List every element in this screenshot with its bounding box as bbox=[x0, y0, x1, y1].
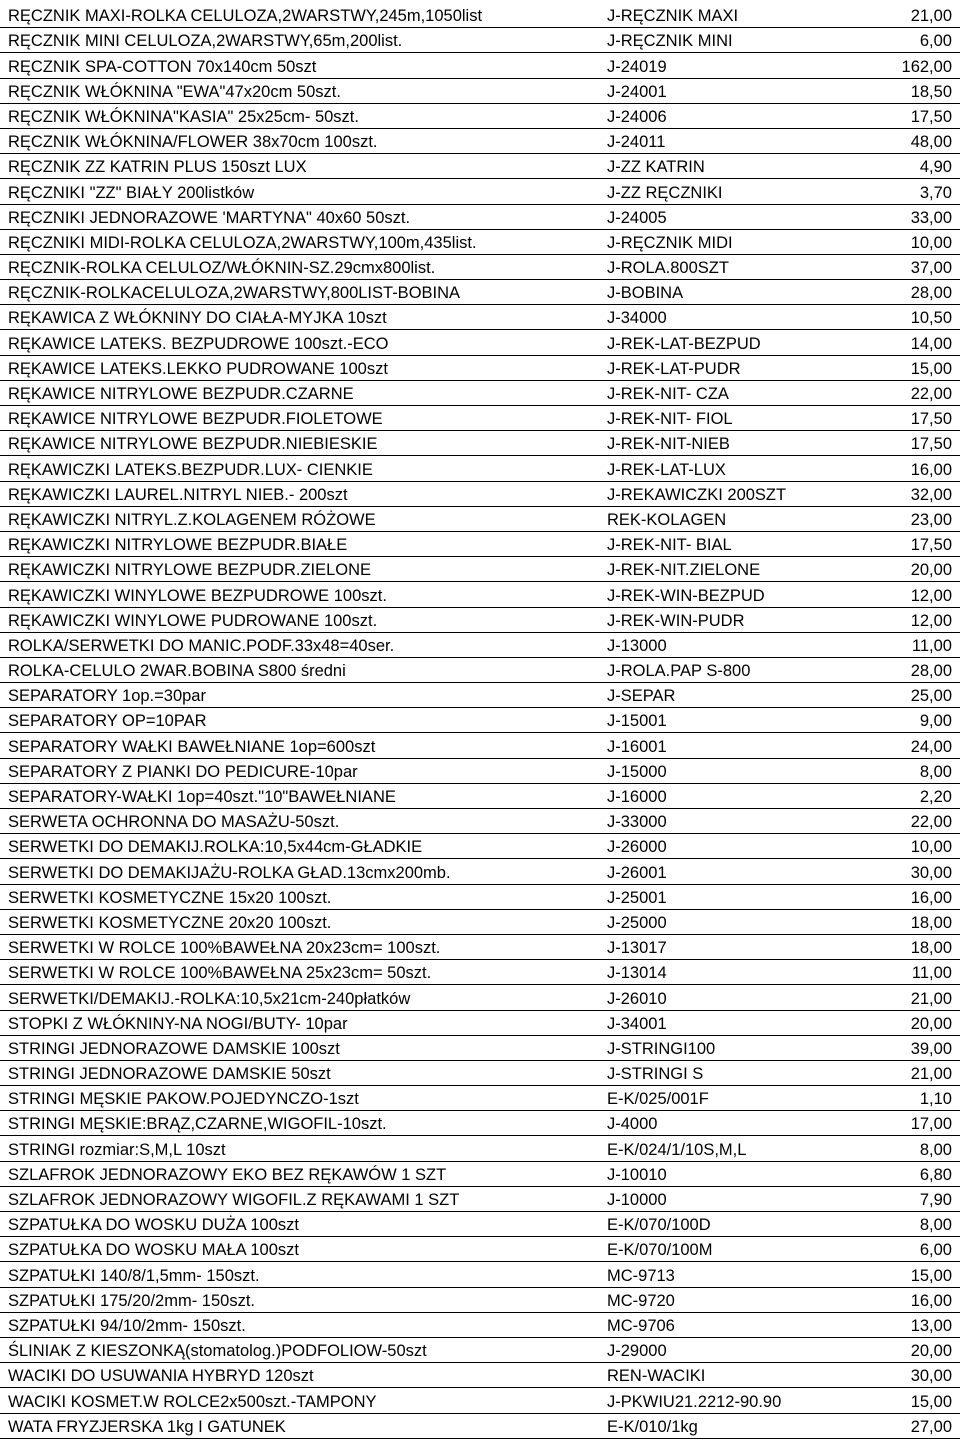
product-name-cell: STRINGI MĘSKIE:BRĄZ,CZARNE,WIGOFIL-10szt. bbox=[0, 1111, 598, 1136]
product-name-cell: RĘKAWICE NITRYLOWE BEZPUDR.CZARNE bbox=[0, 380, 598, 405]
table-row bbox=[0, 506, 960, 531]
product-price-cell: 2,20 bbox=[811, 783, 960, 808]
table-row bbox=[0, 355, 960, 380]
product-code-cell: J-REK-NIT-NIEB bbox=[598, 431, 811, 456]
product-code-cell: E-K/010/1kg bbox=[598, 1413, 811, 1438]
table-row bbox=[0, 1086, 960, 1111]
table-row bbox=[0, 204, 960, 229]
product-name-cell: SERWETKI DO DEMAKIJ.ROLKA:10,5x44cm-GŁADKIE bbox=[0, 834, 598, 859]
product-name-cell: RĘKAWICA Z WŁÓKNINY DO CIAŁA-MYJKA 10szt bbox=[0, 305, 598, 330]
product-price-cell: 18,00 bbox=[811, 909, 960, 934]
product-price-cell: 30,00 bbox=[811, 1363, 960, 1388]
product-code-cell: J-24005 bbox=[598, 204, 811, 229]
product-price-cell: 27,00 bbox=[811, 1413, 960, 1438]
product-name-cell: WACIKI KOSMET.W ROLCE2x500szt.-TAMPONY bbox=[0, 1388, 598, 1413]
product-name-cell: RĘKAWICE NITRYLOWE BEZPUDR.NIEBIESKIE bbox=[0, 431, 598, 456]
product-name-cell: SZLAFROK JEDNORAZOWY WIGOFIL.Z RĘKAWAMI 1 SZT bbox=[0, 1186, 598, 1211]
product-name-cell: SERWETKI KOSMETYCZNE 15x20 100szt. bbox=[0, 884, 598, 909]
table-row bbox=[0, 78, 960, 103]
product-price-cell: 24,00 bbox=[811, 733, 960, 758]
table-row bbox=[0, 960, 960, 985]
product-price-cell: 6,00 bbox=[811, 28, 960, 53]
product-name-cell: SEPARATORY 1op.=30par bbox=[0, 683, 598, 708]
product-code-cell: J-26000 bbox=[598, 834, 811, 859]
product-name-cell: SERWETKI/DEMAKIJ.-ROLKA:10,5x21cm-240płatków bbox=[0, 985, 598, 1010]
product-price-cell: 4,90 bbox=[811, 154, 960, 179]
product-price-cell: 11,00 bbox=[811, 960, 960, 985]
product-price-cell: 12,00 bbox=[811, 582, 960, 607]
table-row bbox=[0, 582, 960, 607]
product-name-cell: RĘCZNIK WŁÓKNINA/FLOWER 38x70cm 100szt. bbox=[0, 128, 598, 153]
product-code-cell: J-34000 bbox=[598, 305, 811, 330]
product-name-cell: RĘCZNIKI JEDNORAZOWE 'MARTYNA" 40x60 50szt. bbox=[0, 204, 598, 229]
table-row bbox=[0, 1161, 960, 1186]
product-code-cell: J-REK-LAT-BEZPUD bbox=[598, 330, 811, 355]
product-name-cell: ŚLINIAK Z KIESZONKĄ(stomatolog.)PODFOLIOW-50szt bbox=[0, 1337, 598, 1362]
product-code-cell: J-SEPAR bbox=[598, 683, 811, 708]
table-row bbox=[0, 607, 960, 632]
product-code-cell: J-ROLA.800SZT bbox=[598, 254, 811, 279]
product-code-cell: J-RĘCZNIK MINI bbox=[598, 28, 811, 53]
product-code-cell: J-10000 bbox=[598, 1186, 811, 1211]
table-row bbox=[0, 632, 960, 657]
table-row bbox=[0, 128, 960, 153]
table-row bbox=[0, 1287, 960, 1312]
table-row bbox=[0, 985, 960, 1010]
product-price-cell: 15,00 bbox=[811, 1262, 960, 1287]
product-code-cell: J-REK-LAT-LUX bbox=[598, 456, 811, 481]
product-name-cell: SZPATUŁKA DO WOSKU MAŁA 100szt bbox=[0, 1237, 598, 1262]
product-name-cell: SERWETKI W ROLCE 100%BAWEŁNA 20x23cm= 100szt. bbox=[0, 934, 598, 959]
table-row bbox=[0, 1312, 960, 1337]
product-code-cell: J-25000 bbox=[598, 909, 811, 934]
table-row bbox=[0, 884, 960, 909]
table-row bbox=[0, 53, 960, 78]
product-price-cell: 23,00 bbox=[811, 506, 960, 531]
product-code-cell: E-K/025/001F bbox=[598, 1086, 811, 1111]
table-row bbox=[0, 330, 960, 355]
product-code-cell: REK-KOLAGEN bbox=[598, 506, 811, 531]
product-name-cell: SERWETA OCHRONNA DO MASAŻU-50szt. bbox=[0, 809, 598, 834]
product-price-cell: 17,50 bbox=[811, 531, 960, 556]
product-code-cell: J-REK-NIT- BIAL bbox=[598, 531, 811, 556]
product-code-cell: J-24011 bbox=[598, 128, 811, 153]
product-code-cell: J-29000 bbox=[598, 1337, 811, 1362]
product-name-cell: SEPARATORY Z PIANKI DO PEDICURE-10par bbox=[0, 758, 598, 783]
product-code-cell: J-REK-WIN-PUDR bbox=[598, 607, 811, 632]
product-name-cell: WACIKI DO USUWANIA HYBRYD 120szt bbox=[0, 1363, 598, 1388]
product-code-cell: J-10010 bbox=[598, 1161, 811, 1186]
table-row bbox=[0, 406, 960, 431]
product-code-cell: J-24006 bbox=[598, 103, 811, 128]
product-price-cell: 20,00 bbox=[811, 1337, 960, 1362]
product-name-cell: RĘCZNIK WŁÓKNINA"KASIA" 25x25cm- 50szt. bbox=[0, 103, 598, 128]
table-row bbox=[0, 179, 960, 204]
table-row bbox=[0, 1060, 960, 1085]
product-code-cell: J-BOBINA bbox=[598, 280, 811, 305]
product-price-cell: 6,00 bbox=[811, 1237, 960, 1262]
product-price-cell: 8,00 bbox=[811, 758, 960, 783]
price-list-table bbox=[0, 3, 960, 1439]
table-row bbox=[0, 1337, 960, 1362]
product-code-cell: J-PKWIU21.2212-90.90 bbox=[598, 1388, 811, 1413]
product-price-cell: 15,00 bbox=[811, 1388, 960, 1413]
product-code-cell: J-26001 bbox=[598, 859, 811, 884]
product-price-cell: 8,00 bbox=[811, 1212, 960, 1237]
product-name-cell: SZPATUŁKI 94/10/2mm- 150szt. bbox=[0, 1312, 598, 1337]
table-row bbox=[0, 859, 960, 884]
table-row bbox=[0, 154, 960, 179]
product-price-cell: 17,50 bbox=[811, 103, 960, 128]
product-price-cell: 48,00 bbox=[811, 128, 960, 153]
product-name-cell: RĘKAWICE LATEKS. BEZPUDROWE 100szt.-ECO bbox=[0, 330, 598, 355]
product-code-cell: J-34001 bbox=[598, 1010, 811, 1035]
product-code-cell: J-16001 bbox=[598, 733, 811, 758]
product-name-cell: RĘCZNIKI MIDI-ROLKA CELULOZA,2WARSTWY,100m,435list. bbox=[0, 229, 598, 254]
product-name-cell: SZPATUŁKI 175/20/2mm- 150szt. bbox=[0, 1287, 598, 1312]
table-row bbox=[0, 909, 960, 934]
product-name-cell: RĘCZNIK MINI CELULOZA,2WARSTWY,65m,200list. bbox=[0, 28, 598, 53]
product-code-cell: J-REK-NIT- CZA bbox=[598, 380, 811, 405]
product-name-cell: RĘKAWICZKI LAUREL.NITRYL NIEB.- 200szt bbox=[0, 481, 598, 506]
table-row bbox=[0, 481, 960, 506]
product-price-cell: 33,00 bbox=[811, 204, 960, 229]
product-name-cell: STRINGI JEDNORAZOWE DAMSKIE 100szt bbox=[0, 1035, 598, 1060]
product-name-cell: WATA FRYZJERSKA 1kg I GATUNEK bbox=[0, 1413, 598, 1438]
product-name-cell: RĘCZNIKI "ZZ" BIAŁY 200listków bbox=[0, 179, 598, 204]
table-row bbox=[0, 3, 960, 28]
table-row bbox=[0, 280, 960, 305]
product-name-cell: RĘCZNIK-ROLKACELULOZA,2WARSTWY,800LIST-BOBINA bbox=[0, 280, 598, 305]
product-code-cell: J-13014 bbox=[598, 960, 811, 985]
table-row bbox=[0, 431, 960, 456]
product-price-cell: 10,50 bbox=[811, 305, 960, 330]
product-code-cell: J-REK-NIT.ZIELONE bbox=[598, 557, 811, 582]
product-name-cell: STOPKI Z WŁÓKNINY-NA NOGI/BUTY- 10par bbox=[0, 1010, 598, 1035]
product-price-cell: 18,50 bbox=[811, 78, 960, 103]
table-row bbox=[0, 1035, 960, 1060]
product-code-cell: E-K/070/100D bbox=[598, 1212, 811, 1237]
product-code-cell: J-26010 bbox=[598, 985, 811, 1010]
product-price-cell: 16,00 bbox=[811, 1287, 960, 1312]
product-name-cell: RĘKAWICZKI NITRYLOWE BEZPUDR.ZIELONE bbox=[0, 557, 598, 582]
product-price-cell: 18,00 bbox=[811, 934, 960, 959]
product-code-cell: J-STRINGI100 bbox=[598, 1035, 811, 1060]
product-price-cell: 3,70 bbox=[811, 179, 960, 204]
product-price-cell: 21,00 bbox=[811, 985, 960, 1010]
product-price-cell: 16,00 bbox=[811, 456, 960, 481]
product-code-cell: J-24001 bbox=[598, 78, 811, 103]
product-code-cell: MC-9720 bbox=[598, 1287, 811, 1312]
product-name-cell: SZPATUŁKA DO WOSKU DUŻA 100szt bbox=[0, 1212, 598, 1237]
product-price-cell: 30,00 bbox=[811, 859, 960, 884]
product-price-cell: 21,00 bbox=[811, 3, 960, 28]
table-row bbox=[0, 708, 960, 733]
table-row bbox=[0, 456, 960, 481]
product-price-cell: 20,00 bbox=[811, 1010, 960, 1035]
table-row bbox=[0, 834, 960, 859]
product-price-cell: 28,00 bbox=[811, 280, 960, 305]
product-name-cell: STRINGI JEDNORAZOWE DAMSKIE 50szt bbox=[0, 1060, 598, 1085]
product-price-cell: 39,00 bbox=[811, 1035, 960, 1060]
table-row bbox=[0, 934, 960, 959]
product-name-cell: RĘKAWICZKI LATEKS.BEZPUDR.LUX- CIENKIE bbox=[0, 456, 598, 481]
table-row bbox=[0, 733, 960, 758]
product-price-cell: 21,00 bbox=[811, 1060, 960, 1085]
table-row bbox=[0, 229, 960, 254]
product-name-cell: RĘCZNIK SPA-COTTON 70x140cm 50szt bbox=[0, 53, 598, 78]
product-name-cell: RĘKAWICZKI NITRYL.Z.KOLAGENEM RÓŻOWE bbox=[0, 506, 598, 531]
product-code-cell: J-15000 bbox=[598, 758, 811, 783]
product-name-cell: SEPARATORY-WAŁKI 1op=40szt."10"BAWEŁNIANE bbox=[0, 783, 598, 808]
product-name-cell: STRINGI MĘSKIE PAKOW.POJEDYNCZO-1szt bbox=[0, 1086, 598, 1111]
table-row bbox=[0, 1363, 960, 1388]
product-price-cell: 14,00 bbox=[811, 330, 960, 355]
product-code-cell: J-24019 bbox=[598, 53, 811, 78]
table-row bbox=[0, 783, 960, 808]
product-name-cell: ROLKA/SERWETKI DO MANIC.PODF.33x48=40ser. bbox=[0, 632, 598, 657]
product-code-cell: J-REKAWICZKI 200SZT bbox=[598, 481, 811, 506]
table-row bbox=[0, 1136, 960, 1161]
price-list-rows bbox=[0, 3, 960, 1438]
product-name-cell: RĘKAWICE LATEKS.LEKKO PUDROWANE 100szt bbox=[0, 355, 598, 380]
product-price-cell: 28,00 bbox=[811, 657, 960, 682]
table-row bbox=[0, 1413, 960, 1438]
product-price-cell: 162,00 bbox=[811, 53, 960, 78]
product-price-cell: 15,00 bbox=[811, 355, 960, 380]
product-name-cell: RĘKAWICE NITRYLOWE BEZPUDR.FIOLETOWE bbox=[0, 406, 598, 431]
product-code-cell: E-K/070/100M bbox=[598, 1237, 811, 1262]
table-row bbox=[0, 1010, 960, 1035]
product-code-cell: J-STRINGI S bbox=[598, 1060, 811, 1085]
product-price-cell: 37,00 bbox=[811, 254, 960, 279]
product-code-cell: J-ZZ KATRIN bbox=[598, 154, 811, 179]
product-code-cell: J-33000 bbox=[598, 809, 811, 834]
product-price-cell: 22,00 bbox=[811, 809, 960, 834]
product-price-cell: 17,50 bbox=[811, 406, 960, 431]
table-row bbox=[0, 1111, 960, 1136]
product-name-cell: RĘKAWICZKI WINYLOWE PUDROWANE 100szt. bbox=[0, 607, 598, 632]
product-code-cell: J-REK-LAT-PUDR bbox=[598, 355, 811, 380]
product-name-cell: RĘCZNIK-ROLKA CELULOZ/WŁÓKNIN-SZ.29cmx800list. bbox=[0, 254, 598, 279]
table-row bbox=[0, 657, 960, 682]
product-price-cell: 20,00 bbox=[811, 557, 960, 582]
product-price-cell: 32,00 bbox=[811, 481, 960, 506]
table-row bbox=[0, 254, 960, 279]
product-name-cell: SZLAFROK JEDNORAZOWY EKO BEZ RĘKAWÓW 1 SZT bbox=[0, 1161, 598, 1186]
product-price-cell: 22,00 bbox=[811, 380, 960, 405]
product-price-cell: 12,00 bbox=[811, 607, 960, 632]
product-name-cell: SZPATUŁKI 140/8/1,5mm- 150szt. bbox=[0, 1262, 598, 1287]
product-name-cell: ROLKA-CELULO 2WAR.BOBINA S800 średni bbox=[0, 657, 598, 682]
table-row bbox=[0, 557, 960, 582]
table-row bbox=[0, 380, 960, 405]
product-price-cell: 17,00 bbox=[811, 1111, 960, 1136]
product-price-cell: 16,00 bbox=[811, 884, 960, 909]
product-code-cell: MC-9713 bbox=[598, 1262, 811, 1287]
product-price-cell: 6,80 bbox=[811, 1161, 960, 1186]
product-code-cell: J-13000 bbox=[598, 632, 811, 657]
product-name-cell: STRINGI rozmiar:S,M,L 10szt bbox=[0, 1136, 598, 1161]
product-name-cell: RĘKAWICZKI NITRYLOWE BEZPUDR.BIAŁE bbox=[0, 531, 598, 556]
product-code-cell: J-13017 bbox=[598, 934, 811, 959]
table-row bbox=[0, 1262, 960, 1287]
product-code-cell: J-ROLA.PAP S-800 bbox=[598, 657, 811, 682]
product-price-cell: 10,00 bbox=[811, 834, 960, 859]
table-row bbox=[0, 1237, 960, 1262]
product-name-cell: SEPARATORY WAŁKI BAWEŁNIANE 1op=600szt bbox=[0, 733, 598, 758]
product-code-cell: J-RĘCZNIK MAXI bbox=[598, 3, 811, 28]
product-price-cell: 7,90 bbox=[811, 1186, 960, 1211]
table-row bbox=[0, 103, 960, 128]
product-price-cell: 9,00 bbox=[811, 708, 960, 733]
product-code-cell: J-RĘCZNIK MIDI bbox=[598, 229, 811, 254]
product-name-cell: SERWETKI W ROLCE 100%BAWEŁNA 25x23cm= 50szt. bbox=[0, 960, 598, 985]
product-code-cell: E-K/024/1/10S,M,L bbox=[598, 1136, 811, 1161]
product-code-cell: J-15001 bbox=[598, 708, 811, 733]
table-row bbox=[0, 758, 960, 783]
product-price-cell: 1,10 bbox=[811, 1086, 960, 1111]
product-code-cell: J-25001 bbox=[598, 884, 811, 909]
product-name-cell: RĘCZNIK ZZ KATRIN PLUS 150szt LUX bbox=[0, 154, 598, 179]
product-code-cell: J-ZZ RĘCZNIKI bbox=[598, 179, 811, 204]
product-code-cell: J-REK-WIN-BEZPUD bbox=[598, 582, 811, 607]
product-price-cell: 11,00 bbox=[811, 632, 960, 657]
product-code-cell: REN-WACIKI bbox=[598, 1363, 811, 1388]
table-row bbox=[0, 1388, 960, 1413]
product-price-cell: 25,00 bbox=[811, 683, 960, 708]
table-row bbox=[0, 683, 960, 708]
product-name-cell: RĘKAWICZKI WINYLOWE BEZPUDROWE 100szt. bbox=[0, 582, 598, 607]
product-price-cell: 10,00 bbox=[811, 229, 960, 254]
product-name-cell: SEPARATORY OP=10PAR bbox=[0, 708, 598, 733]
product-price-cell: 8,00 bbox=[811, 1136, 960, 1161]
product-name-cell: SERWETKI DO DEMAKIJAŻU-ROLKA GŁAD.13cmx200mb. bbox=[0, 859, 598, 884]
table-row bbox=[0, 809, 960, 834]
table-row bbox=[0, 531, 960, 556]
product-code-cell: J-16000 bbox=[598, 783, 811, 808]
product-price-cell: 17,50 bbox=[811, 431, 960, 456]
table-row bbox=[0, 1212, 960, 1237]
table-row bbox=[0, 28, 960, 53]
product-name-cell: RĘCZNIK MAXI-ROLKA CELULOZA,2WARSTWY,245m,1050list bbox=[0, 3, 598, 28]
product-code-cell: MC-9706 bbox=[598, 1312, 811, 1337]
product-name-cell: RĘCZNIK WŁÓKNINA "EWA"47x20cm 50szt. bbox=[0, 78, 598, 103]
product-price-cell: 13,00 bbox=[811, 1312, 960, 1337]
table-row bbox=[0, 305, 960, 330]
table-row bbox=[0, 1186, 960, 1211]
product-code-cell: J-REK-NIT- FIOL bbox=[598, 406, 811, 431]
product-code-cell: J-4000 bbox=[598, 1111, 811, 1136]
product-name-cell: SERWETKI KOSMETYCZNE 20x20 100szt. bbox=[0, 909, 598, 934]
